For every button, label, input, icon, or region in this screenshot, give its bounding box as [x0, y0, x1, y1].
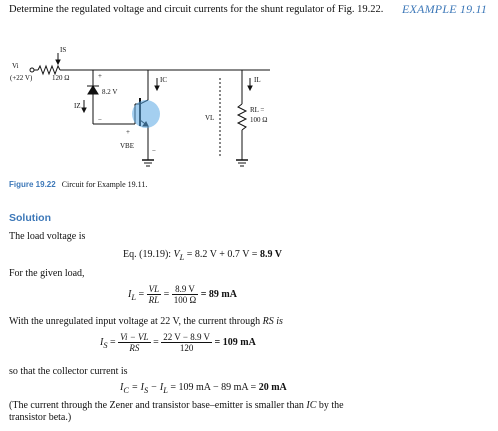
is-equation: $I_S$ = $\frac{Vi - VL}{RS}$ = $\frac{22 V - 8.9 V}{120}$ = 109 mA [100, 332, 256, 353]
il-equation: $I_L$ = $\frac{VL}{RL}$ = $\frac{8.9 V}{100 \Omega}$ = 89 mA [128, 284, 237, 305]
ic-expression: = 109 mA − 89 mA = [170, 382, 257, 393]
transistor-highlight [132, 100, 160, 128]
minus-sign-1: − [98, 116, 102, 124]
is-label: IS [60, 46, 67, 54]
zener-diode [88, 86, 98, 94]
rl-value: 100 Ω [250, 116, 268, 124]
iz-label: IZ [74, 102, 81, 110]
vi-label: Vi [12, 62, 19, 70]
given-load-text: For the given load, [9, 268, 85, 279]
ic-result: 20 mA [258, 382, 287, 393]
plus-sign-2: + [126, 128, 130, 136]
figure-caption-text: Circuit for Example 19.11. [61, 180, 148, 189]
il-result: = 89 mA [200, 288, 237, 300]
rl-name: RL = [250, 106, 265, 114]
solution-heading: Solution [9, 212, 51, 224]
is-result: = 109 mA [214, 336, 256, 348]
note-paragraph [9, 400, 489, 424]
vi-value: (+22 V) [10, 74, 33, 82]
circuit-diagram [0, 38, 300, 178]
vl-expression: = 8.2 V + 0.7 V = [186, 249, 258, 260]
rl-resistor [238, 104, 246, 130]
minus-sign-2: − [152, 147, 156, 155]
note-line-1-end: by the [318, 400, 344, 411]
problem-statement: Determine the regulated voltage and circuit currents for the shunt regulator of Fig. 19.22. [9, 4, 384, 15]
il-num-val: 8.9 V [172, 284, 198, 295]
vl-equation: Eq. (19.19): $V_L = 8.2$ V + 0.7 V = 8.9 V [123, 249, 282, 262]
figure-caption-label: Figure 19.22 [9, 180, 56, 189]
ic-equation: $I_C = I_S - I_L = 109$ mA − 89 mA = 20 mA [120, 382, 287, 395]
vl-result: 8.9 V [259, 249, 282, 260]
rs-label: 120 Ω [52, 74, 70, 82]
input-terminal [30, 68, 34, 72]
note-line-1: (The current through the Zener and transistor base–emitter is smaller than [9, 400, 304, 411]
note-ic: IC [306, 400, 317, 411]
example-tag: EXAMPLE 19.11 [402, 2, 488, 16]
is-num-val: 22 V − 8.9 V [163, 332, 211, 342]
note-line-2: transistor beta.) [9, 412, 72, 423]
il-num-sym: VL [148, 284, 160, 294]
ic-label: IC [160, 76, 167, 84]
vbe-label: VBE [120, 142, 134, 150]
vl-label: VL [205, 114, 215, 122]
unreg-rs-text: RS is [262, 316, 283, 327]
is-den-sym: RS [129, 343, 140, 353]
il-den-val: 100 Ω [173, 295, 197, 305]
unreg-intro-text: With the unregulated input voltage at 22 V, the current through [9, 316, 261, 327]
load-voltage-intro: The load voltage is [9, 231, 86, 242]
is-num-sym: Vi − VL [120, 332, 149, 342]
figure-caption [9, 180, 147, 189]
unregulated-intro [9, 316, 283, 327]
plus-sign-1: + [98, 72, 102, 80]
eq-ref: Eq. (19.19): [123, 249, 172, 260]
rs-resistor [38, 66, 60, 74]
is-den-val: 120 [179, 343, 194, 353]
collector-intro: so that the collector current is [9, 366, 128, 377]
il-label: IL [254, 76, 261, 84]
zener-voltage-label: 8.2 V [102, 88, 118, 96]
il-den-sym: RL [148, 295, 160, 305]
